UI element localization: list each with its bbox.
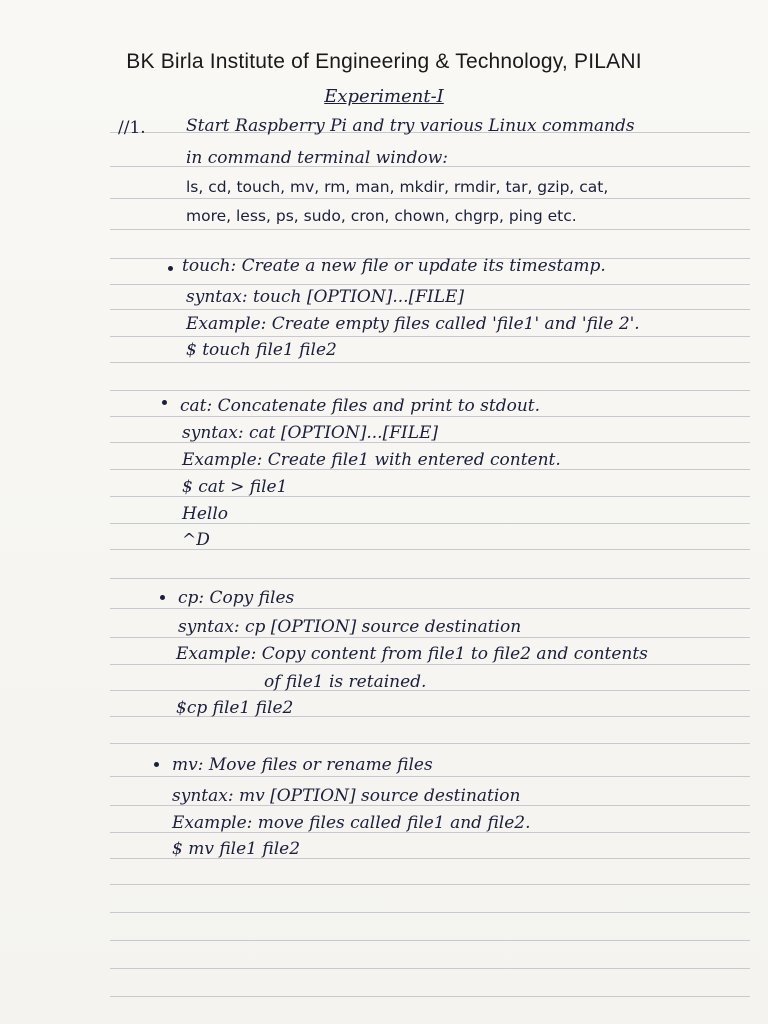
ruled-line (110, 390, 750, 391)
ruled-line (110, 637, 750, 638)
content-line: ^D (182, 530, 210, 550)
example-line: Example: Copy content from file1 to file2 and contents (176, 644, 648, 664)
section-title-cat: cat: Concatenate files and print to stdout. (180, 396, 541, 416)
ruled-line (110, 968, 750, 969)
syntax-line: syntax: cp [OPTION] source destination (178, 617, 522, 637)
question-line: Start Raspberry Pi and try various Linux commands (186, 116, 635, 136)
ruled-line (110, 229, 750, 230)
example-line: Example: move files called file1 and file2. (172, 813, 531, 833)
ruled-line (110, 336, 750, 337)
ruled-line (110, 940, 750, 941)
ruled-line (110, 362, 750, 363)
ruled-line (110, 284, 750, 285)
ruled-line (110, 309, 750, 310)
example-line: Example: Create file1 with entered content. (182, 450, 561, 470)
syntax-line: syntax: touch [OPTION]...[FILE] (186, 287, 465, 307)
command-list-line: more, less, ps, sudo, cron, chown, chgrp, ping etc. (186, 207, 577, 225)
command-line: $cp file1 file2 (176, 698, 294, 718)
content-line: Hello (182, 504, 228, 524)
ruled-line (110, 776, 750, 777)
question-line: in command terminal window: (186, 148, 448, 168)
example-line: of file1 is retained. (264, 672, 427, 692)
command-list-line: ls, cd, touch, mv, rm, man, mkdir, rmdir, tar, gzip, cat, (186, 178, 609, 196)
experiment-title: Experiment-I (324, 86, 444, 107)
ruled-line (110, 690, 750, 691)
ruled-line (110, 884, 750, 885)
ruled-line (110, 578, 750, 579)
syntax-line: syntax: mv [OPTION] source destination (172, 786, 521, 806)
section-title-mv: mv: Move files or rename files (172, 755, 433, 775)
ruled-line (110, 912, 750, 913)
question-number: //1. (118, 118, 146, 138)
bullet-icon (160, 595, 165, 600)
institution-header: BK Birla Institute of Engineering & Technology, PILANI (126, 50, 642, 73)
ruled-line (110, 416, 750, 417)
command-line: $ mv file1 file2 (172, 839, 301, 859)
ruled-line (110, 743, 750, 744)
section-title-touch: touch: Create a new file or update its timestamp. (182, 256, 606, 276)
ruled-line (110, 198, 750, 199)
bullet-icon (168, 266, 173, 271)
command-line: $ cat > file1 (182, 477, 288, 497)
ruled-line (110, 996, 750, 997)
example-line: Example: Create empty files called 'file1' and 'file 2'. (186, 314, 640, 334)
command-line: $ touch file1 file2 (186, 340, 337, 360)
ruled-line (110, 664, 750, 665)
bullet-icon (154, 762, 159, 767)
section-title-cp: cp: Copy files (178, 588, 295, 608)
syntax-line: syntax: cat [OPTION]...[FILE] (182, 423, 439, 443)
bullet-icon (162, 400, 167, 405)
ruled-line (110, 608, 750, 609)
